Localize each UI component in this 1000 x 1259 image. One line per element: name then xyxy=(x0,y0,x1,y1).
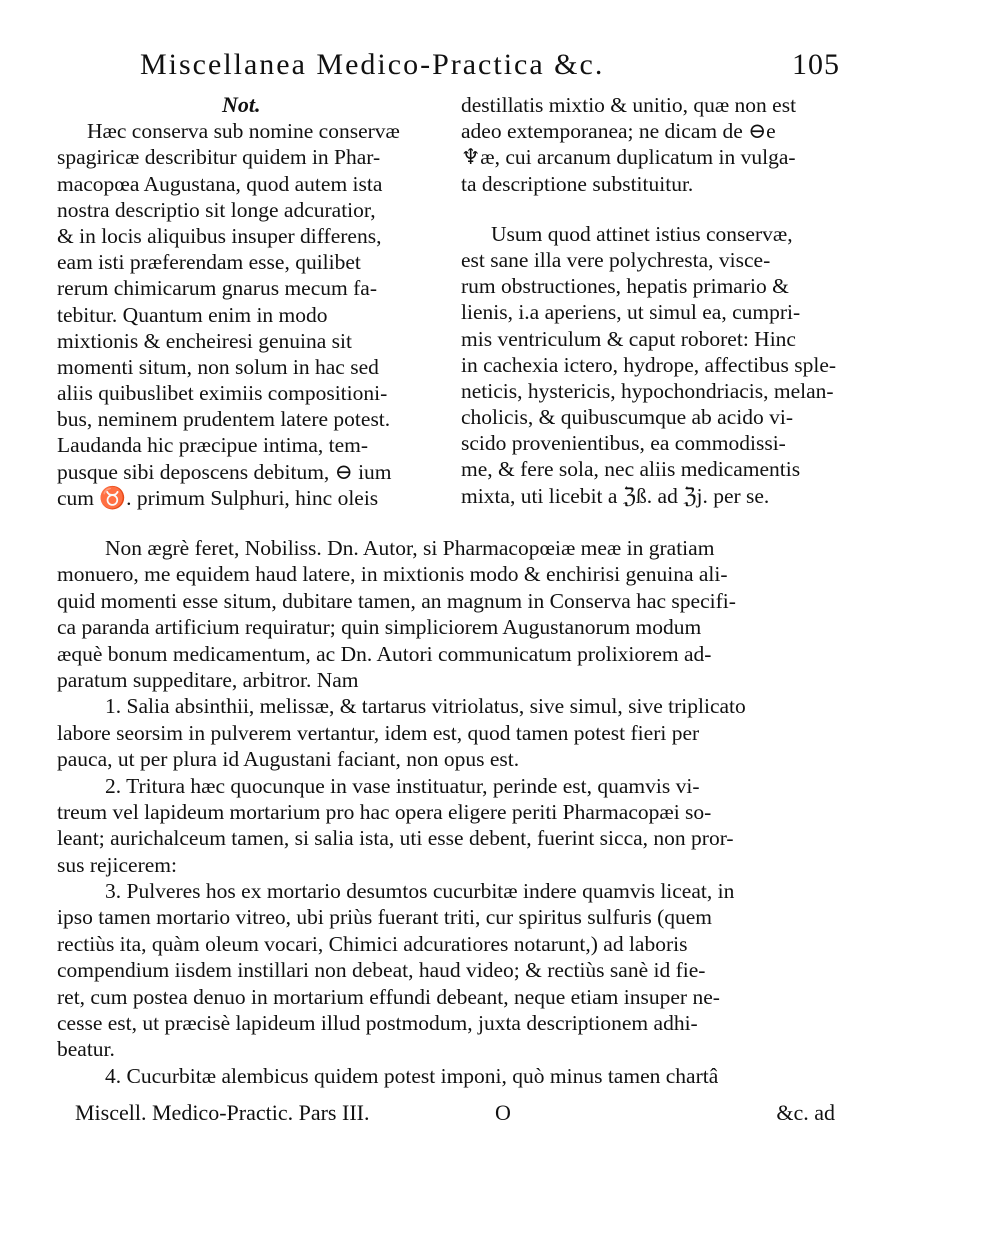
left-column-line: aliis quibuslibet eximiis compositioni- xyxy=(57,381,388,406)
left-column-line: nostra descriptio sit longe adcuratior, xyxy=(57,197,376,222)
body-line: leant; aurichalceum tamen, si salia ista, uti esse debent, fuerint sicca, non pror- xyxy=(57,826,734,851)
left-column-line: Hæc conserva sub nomine conservæ xyxy=(87,119,400,144)
left-column-line: & in locis aliquibus insuper differens, xyxy=(57,223,382,248)
right-column-line: ♆æ, cui arcanum duplicatum in vulga- xyxy=(461,145,796,170)
body-line: treum vel lapideum mortarium pro hac opera eligere periti Pharmacopæi so- xyxy=(57,799,712,824)
signature-line: Miscell. Medico-Practic. Pars III. xyxy=(75,1100,370,1125)
right-column xyxy=(461,92,843,509)
body-line: æquè bonum medicamentum, ac Dn. Autori communicatum prolixiorem ad- xyxy=(57,641,712,666)
body-line: ca paranda artificium requiratur; quin simpliciorem Augustanorum modum xyxy=(57,615,702,640)
left-column xyxy=(57,92,440,511)
left-column-line: rerum chimicarum gnarus mecum fa- xyxy=(57,276,377,301)
right-column-line: Usum quod attinet istius conservæ, xyxy=(491,221,793,246)
right-column-line: rum obstructiones, hepatis primario & xyxy=(461,274,789,299)
right-column-line: mixta, uti licebit a ℨß. ad ℨj. per se. xyxy=(461,483,770,508)
right-column-line: est sane illa vere polychresta, visce- xyxy=(461,247,771,272)
body-line: Non ægrè feret, Nobiliss. Dn. Autor, si Pharmacopœiæ meæ in gratiam xyxy=(105,536,715,560)
body-line: cesse est, ut præcisè lapideum illud postmodum, juxta descriptionem adhi- xyxy=(57,1011,698,1036)
body-line: ret, cum postea denuo in mortarium effundi debeant, neque etiam insuper ne- xyxy=(57,984,720,1009)
right-column-line: adeo extemporanea; ne dicam de ⊖e xyxy=(461,119,776,144)
left-column-line: eam isti præferendam esse, quilibet xyxy=(57,250,361,275)
body-line: compendium iisdem instillari non debeat, haud video; & rectiùs sanè id fie- xyxy=(57,958,706,983)
right-column-line: mis ventriculum & caput roboret: Hinc xyxy=(461,326,796,351)
body-line: paratum suppeditare, arbitror. Nam xyxy=(57,667,359,692)
left-column-line: spagiricæ describitur quidem in Phar- xyxy=(57,145,381,170)
page-number: 105 xyxy=(792,48,840,81)
right-column-line: me, & fere sola, nec aliis medicamentis xyxy=(461,457,801,482)
right-column-line: neticis, hystericis, hypochondriacis, melan- xyxy=(461,378,834,403)
right-column-line: lienis, i.a aperiens, ut simul ea, cumpri- xyxy=(461,300,801,325)
body-line: 4. Cucurbitæ alembicus quidem potest imponi, quò minus tamen chartâ xyxy=(105,1063,719,1088)
left-column-line: Laudanda hic præcipue intima, tem- xyxy=(57,433,369,458)
body-line: 2. Tritura hæc quocunque in vase instituatur, perinde est, quamvis vi- xyxy=(105,773,700,798)
left-column-line: pusque sibi deposcens debitum, ⊖ ium xyxy=(57,459,392,484)
page-footer xyxy=(75,1100,835,1132)
signature-mark: O xyxy=(495,1100,511,1125)
body-line: monuero, me equidem haud latere, in mixtionis modo & enchirisi genuina ali- xyxy=(57,562,728,587)
running-head-title: Miscellanea Medico-Practica &c. xyxy=(140,48,605,81)
body-line: 3. Pulveres hos ex mortario desumtos cucurbitæ indere quamvis liceat, in xyxy=(105,879,735,904)
left-column-line: mixtionis & encheiresi genuina sit xyxy=(57,328,352,353)
right-column-line: ta descriptione substituitur. xyxy=(461,171,694,196)
right-column-line: in cachexia ictero, hydrope, affectibus sple- xyxy=(461,352,837,377)
body-line: pauca, ut per plura id Augustani faciant, non opus est. xyxy=(57,747,520,772)
paragraph-gap xyxy=(461,197,843,221)
right-column-line: cholicis, & quibuscumque ab acido vi- xyxy=(461,405,793,430)
running-head xyxy=(140,48,840,88)
left-column-line: cum ♉. primum Sulphuri, hinc oleis xyxy=(57,485,379,510)
left-column-line: macopœa Augustana, quod autem ista xyxy=(57,171,383,196)
body-line: sus rejicerem: xyxy=(57,852,177,877)
right-column-line: destillatis mixtio & unitio, quæ non est xyxy=(461,93,797,117)
left-column-line: momenti situm, non solum in hac sed xyxy=(57,354,379,379)
body-line: labore seorsim in pulverem vertantur, idem est, quod tamen potest fieri per xyxy=(57,720,700,745)
body-line: 1. Salia absinthii, melissæ, & tartarus vitriolatus, sive simul, sive triplicato xyxy=(105,694,746,719)
left-column-line: bus, neminem prudentem latere potest. xyxy=(57,407,391,432)
main-body-text xyxy=(57,535,847,1089)
body-line: rectiùs ita, quàm oleum vocari, Chimici adcuratiores notarunt,) ad laboris xyxy=(57,931,688,956)
note-heading: Not. xyxy=(222,92,261,117)
body-line: ipso tamen mortario vitreo, ubi priùs fuerant triti, cur spiritus sulfuris (quem xyxy=(57,905,713,930)
body-line: beatur. xyxy=(57,1037,115,1062)
body-line: quid momenti esse situm, dubitare tamen, an magnum in Conserva hac specifi- xyxy=(57,588,736,613)
catchword: &c. ad xyxy=(776,1100,835,1125)
left-column-line: tebitur. Quantum enim in modo xyxy=(57,302,328,327)
right-column-line: scido provenientibus, ea commodissi- xyxy=(461,431,786,456)
